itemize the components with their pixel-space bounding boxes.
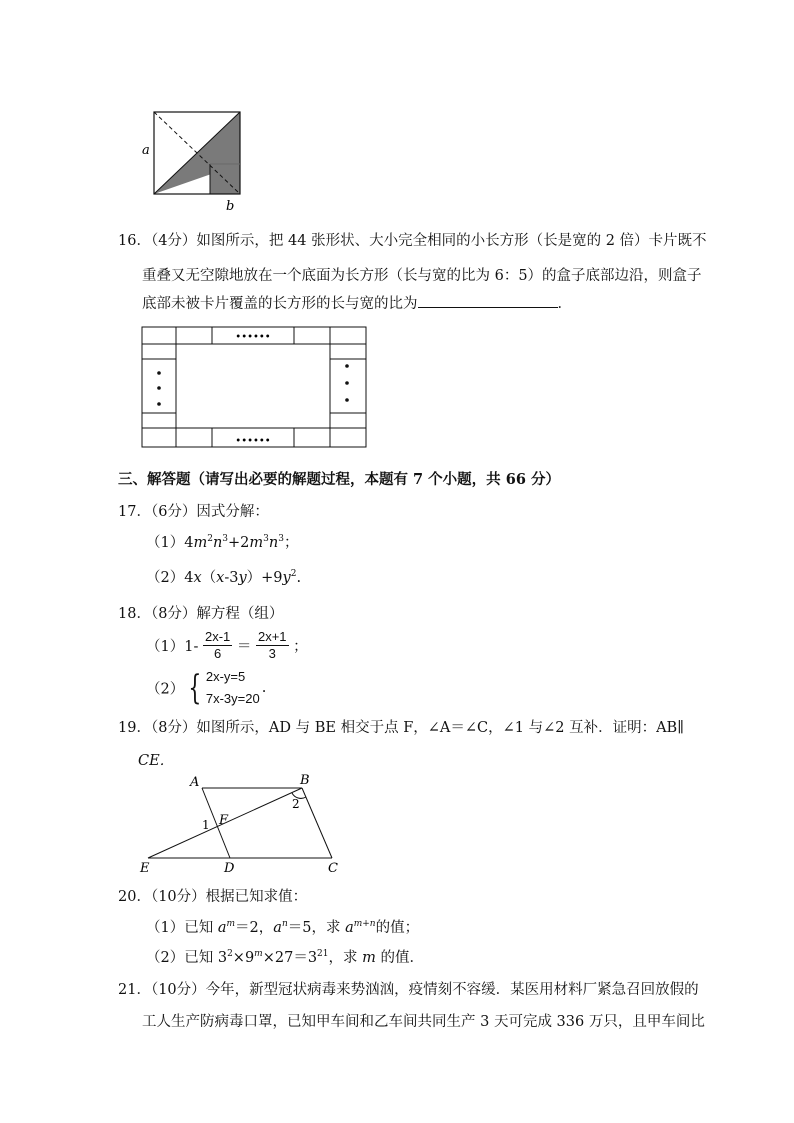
q18-part1: （1）1- $\frac{2x-1}{6}$ ＝ $\frac{2x+1}{3}$ ；: [146, 629, 308, 661]
dot-right-1: [345, 364, 349, 368]
q16-line2: 重叠又无空隙地放在一个底面为长方形（长与宽的比为 6：5）的盒子底部边沿，则盒子: [142, 268, 702, 284]
dot-left-3: [157, 402, 161, 406]
answer-blank: [418, 293, 558, 308]
equation-system: 2x-y=5 7x-3y=20: [205, 669, 260, 706]
point-A: A: [190, 775, 200, 790]
q16-line3: [142, 292, 572, 313]
q20-part1: （1）已知 $a^m=2$，$a^n=5$，求 $a^{m+n}$的值；: [146, 919, 420, 936]
angle-1-label: 1: [202, 818, 210, 832]
point-C: C: [328, 861, 338, 876]
figure-parallel-lines: [136, 770, 356, 878]
q18-part2: （2） { 2x-y=5 7x-3y=20 .: [146, 668, 267, 708]
segment-BC: [302, 788, 332, 858]
inner-rect: [176, 344, 330, 428]
dots-top: ••••••: [235, 332, 271, 343]
q21-line1: 21．（10分）今年，新型冠状病毒来势汹汹，疫情刻不容缓．某医用材料厂紧急召回放假的: [118, 982, 699, 998]
figure-card-box: [140, 326, 370, 450]
q20-part2: （2）已知 $3^2\times 9^m\times 27=3^{21}$，求 m 的值．: [146, 949, 424, 966]
q16-line3-end: ．: [557, 296, 572, 312]
q21-line2: 工人生产防病毒口罩，已知甲车间和乙车间共同生产 3 天可完成 336 万只，且甲车间比: [142, 1014, 705, 1030]
q17-stem: 17．（6分）因式分解：: [118, 504, 269, 520]
q17-part2: $(2)4x(x-3y)+9y^2$.: [146, 569, 302, 586]
label-b: b: [226, 199, 235, 214]
fraction-1: $\frac{2x-1}{6}$: [204, 629, 231, 661]
q16-line1: 16．（4分）如图所示，把 44 张形状、大小完全相同的小长方形（长是宽的 2 倍）卡片既不: [118, 233, 707, 249]
system-brace: {: [188, 668, 202, 708]
section3-title: 三、解答题（请写出必要的解题过程，本题有 7 个小题，共 66 分）: [118, 471, 560, 488]
angle-2-label: 2: [292, 797, 300, 811]
dot-left-2: [157, 386, 161, 390]
dot-right-3: [345, 398, 349, 402]
point-D: D: [224, 861, 235, 876]
q16-line3-text: 底部未被卡片覆盖的长方形的长与宽的比为: [142, 296, 418, 312]
q19-line1: 19．（8分）如图所示，AD 与 BE 相交于点 F，∠A＝∠C，∠1 与∠2 互补．证明：AB∥: [118, 720, 684, 736]
dots-bottom: ••••••: [235, 436, 271, 447]
point-E: E: [140, 861, 150, 876]
point-B: B: [300, 773, 310, 788]
fraction-2: $\frac{2x+1}{3}$: [257, 629, 287, 661]
q18-stem: 18．（8分）解方程（组）: [118, 606, 284, 622]
label-a: a: [142, 143, 150, 158]
figure-square-shading: [136, 104, 252, 214]
point-F: F: [219, 813, 229, 828]
q20-stem: 20．（10分）根据已知求值：: [118, 889, 308, 905]
dot-right-2: [345, 381, 349, 385]
dot-left-1: [157, 371, 161, 375]
q17-part1: $(1)4m^2n^3+2m^3n^3$；: [146, 534, 299, 551]
q19-line2: CE．: [138, 753, 175, 769]
